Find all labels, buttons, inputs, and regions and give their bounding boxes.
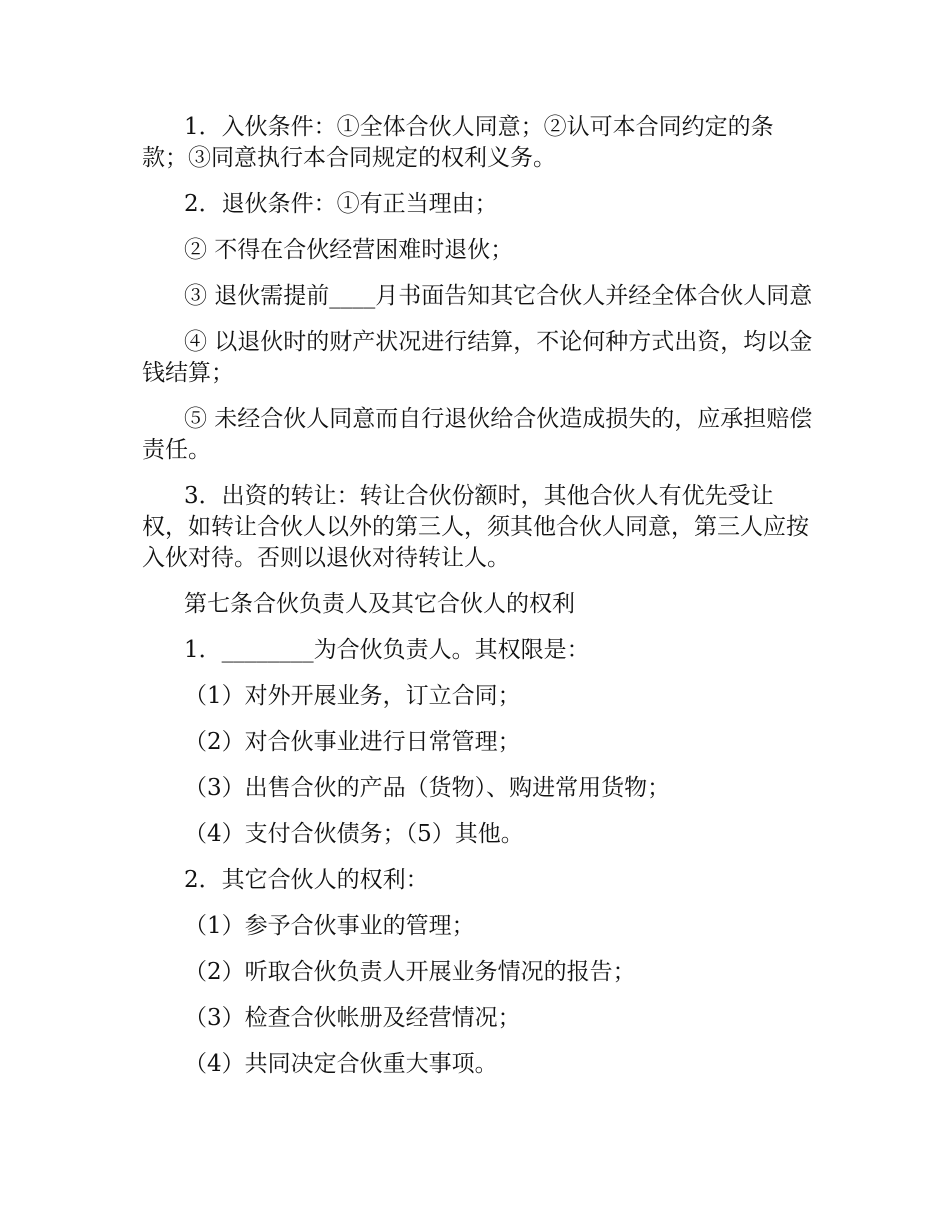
clause-joining-conditions: 1．入伙条件：①全体合伙人同意；②认可本合同约定的条款；③同意执行本合同规定的权利义务。 [142, 114, 774, 171]
clause-withdrawal-conditions: 2．退伙条件：①有正当理由； [184, 191, 498, 217]
rights-item-3: （3）检查合伙帐册及经营情况； [184, 1005, 521, 1031]
document-page [142, 112, 814, 1095]
authority-item-3: （3）出售合伙的产品（货物）、购进常用货物； [184, 775, 671, 801]
rights-item-1: （1）参予合伙事业的管理； [184, 913, 475, 939]
withdrawal-condition-3: ③ 退伙需提前____月书面告知其它合伙人并经全体合伙人同意 [184, 283, 813, 309]
withdrawal-condition-2: ② 不得在合伙经营困难时退伙； [184, 237, 514, 263]
clause-responsible-partner: 1．________为合伙负责人。其权限是： [184, 637, 590, 663]
clause-capital-transfer: 3．出资的转让：转让合伙份额时，其他合伙人有优先受让权，如转让合伙人以外的第三人，须其他合伙人同意，第三人应按入伙对待。否则以退伙对待转让人。 [142, 483, 809, 571]
rights-item-4: （4）共同决定合伙重大事项。 [184, 1051, 498, 1077]
withdrawal-condition-4: ④ 以退伙时的财产状况进行结算，不论何种方式出资，均以金钱结算； [142, 329, 813, 386]
authority-item-2: （2）对合伙事业进行日常管理； [184, 729, 521, 755]
clause-other-partners-rights: 2．其它合伙人的权利： [184, 867, 429, 893]
authority-item-4-5: （4）支付合伙债务；（5）其他。 [184, 821, 524, 847]
rights-item-2: （2）听取合伙负责人开展业务情况的报告； [184, 959, 636, 985]
authority-item-1: （1）对外开展业务，订立合同； [184, 683, 521, 709]
article-seven-heading: 第七条合伙负责人及其它合伙人的权利 [184, 591, 575, 617]
withdrawal-condition-5: ⑤ 未经合伙人同意而自行退伙给合伙造成损失的，应承担赔偿责任。 [142, 406, 813, 463]
